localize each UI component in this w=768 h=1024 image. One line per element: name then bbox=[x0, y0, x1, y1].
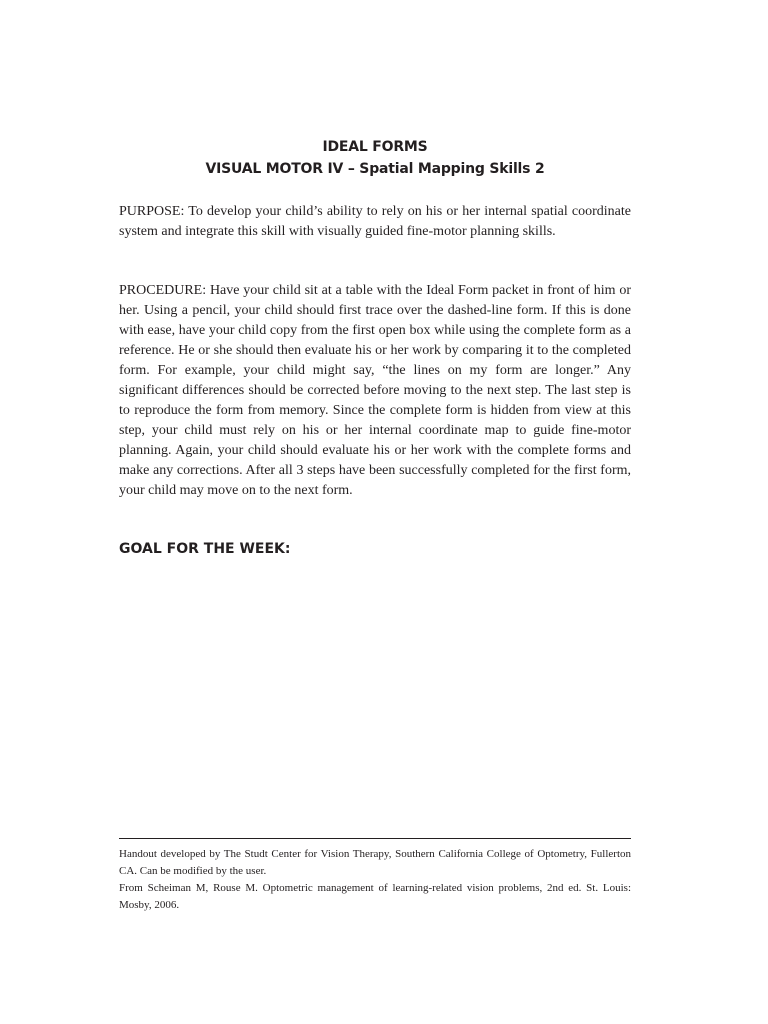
footer-citation: From Scheiman M, Rouse M. Optometric management of learning-related vision problems, 2nd ed. St. Louis: Mosby, 2006. bbox=[119, 882, 631, 911]
purpose-paragraph: PURPOSE: To develop your child’s ability to rely on his or her internal spatial coordinate system and integrate this skill with visually guided fine-motor planning skills. bbox=[119, 204, 631, 239]
procedure-paragraph: PROCEDURE: Have your child sit at a table with the Ideal Form packet in front of him or her. Using a pencil, your child should first trace over the dashed-line form. If this is done with ease, have your child copy from the first open box while using the complete form as a reference. He or she should then evaluate his or her work by comparing it to the completed form. For example, your child might say, “the lines on my form are longer.” Any significant differences should be corrected before moving to the next step. The last step is to reproduce the form from memory. Since the complete form is hidden from view at this step, your child must rely on his or her internal coordinate map to guide fine-motor planning. Again, your child should evaluate his or her work with the complete forms and make any corrections. After all 3 steps have been successfully completed for the first form, your child may move on to the next form. bbox=[119, 283, 631, 498]
footer-credit: Handout developed by The Studt Center for Vision Therapy, Southern California College of Optometry, Fullerton CA. Can be modified by the user. bbox=[119, 848, 631, 877]
goal-heading: GOAL FOR THE WEEK: bbox=[119, 541, 291, 557]
handout-page bbox=[119, 0, 631, 1024]
page-title: IDEAL FORMS bbox=[322, 139, 428, 155]
page-subtitle: VISUAL MOTOR IV – Spatial Mapping Skills 2 bbox=[205, 161, 545, 177]
title-block bbox=[119, 136, 631, 180]
footer-divider bbox=[119, 838, 631, 839]
